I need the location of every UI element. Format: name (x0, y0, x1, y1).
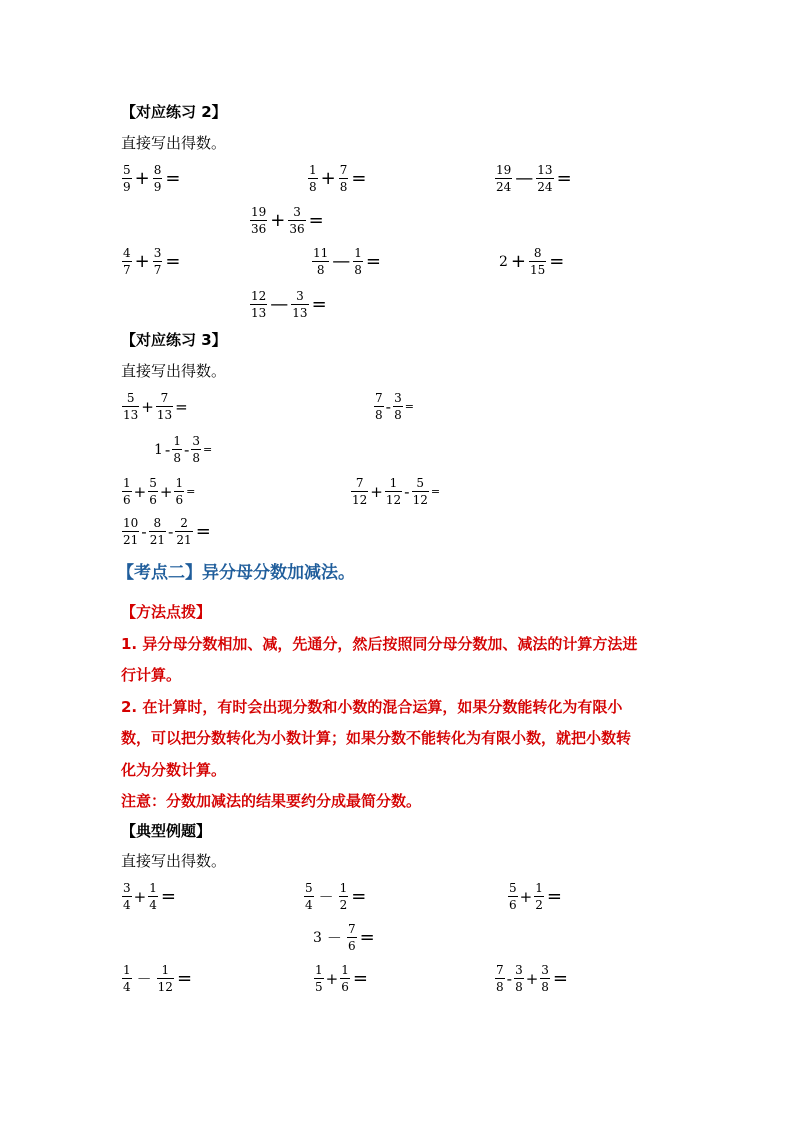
fraction (308, 163, 318, 194)
numerator: 5 (416, 476, 425, 490)
operator: + (325, 969, 339, 988)
fraction (191, 434, 201, 465)
example-problem-3 (507, 881, 564, 912)
equals-sign: = (160, 886, 176, 907)
numerator: 5 (123, 163, 131, 177)
denominator: 8 (192, 451, 201, 465)
denominator: 13 (251, 306, 267, 320)
denominator: 6 (347, 939, 356, 953)
equals-sign: = (165, 251, 181, 272)
denominator: 8 (496, 980, 504, 994)
fraction (172, 434, 182, 465)
operator: - (167, 522, 174, 541)
equals-sign: = (546, 886, 562, 907)
fraction (156, 391, 173, 422)
denominator: 8 (316, 263, 325, 277)
equals-sign: = (195, 521, 211, 542)
denominator: 4 (305, 898, 313, 912)
numerator: 7 (347, 922, 356, 936)
numerator: 1 (123, 963, 131, 977)
fraction (393, 391, 403, 422)
fraction (175, 516, 192, 547)
numerator: 19 (251, 205, 267, 219)
operator: + (320, 168, 336, 189)
numerator: 1 (175, 476, 184, 490)
fraction (250, 205, 267, 236)
numerator: 5 (126, 391, 135, 405)
operator: + (519, 887, 533, 906)
problem-3-5 (350, 476, 441, 507)
fraction (495, 163, 512, 194)
denominator: 8 (515, 980, 523, 994)
denominator: 12 (412, 493, 428, 507)
numerator: 13 (537, 163, 553, 177)
fraction (314, 963, 324, 994)
problem-3-1 (121, 391, 189, 422)
operator: － (326, 929, 342, 947)
example-problem-2 (303, 881, 368, 912)
whole-number: 1 (154, 441, 163, 458)
numerator: 3 (192, 434, 201, 448)
fraction (153, 246, 163, 277)
example-heading: 【典型例题】 (121, 822, 212, 840)
operator: — (515, 168, 534, 189)
example-instruction: 直接写出得数。 (121, 852, 227, 870)
denominator: 8 (375, 408, 383, 422)
fraction (508, 881, 518, 912)
problem-2-7 (498, 246, 566, 277)
fraction (122, 246, 132, 277)
numerator: 1 (315, 963, 323, 977)
denominator: 24 (537, 180, 553, 194)
denominator: 7 (123, 263, 131, 277)
operator: － (136, 970, 152, 988)
method-2-line-2: 数，可以把分数转化为小数计算；如果分数不能转化为有限小数，就把小数转 (121, 729, 632, 747)
denominator: 8 (173, 451, 181, 465)
problem-3-3 (153, 434, 213, 465)
fraction (351, 476, 368, 507)
exercise-3-heading: 【对应练习 3】 (121, 331, 227, 349)
denominator: 21 (176, 533, 192, 547)
equals-sign: = (186, 485, 196, 498)
fraction (291, 289, 308, 320)
denominator: 12 (385, 493, 402, 507)
fraction (122, 163, 132, 194)
numerator: 3 (541, 963, 549, 977)
operator: - (506, 969, 513, 988)
denominator: 36 (289, 222, 305, 236)
operator: + (133, 482, 147, 501)
denominator: 4 (149, 898, 157, 912)
fraction (340, 963, 350, 994)
denominator: 2 (339, 898, 348, 912)
numerator: 4 (123, 246, 131, 260)
denominator: 13 (123, 408, 139, 422)
numerator: 19 (496, 163, 512, 177)
denominator: 4 (123, 898, 131, 912)
section-2-title: 【考点二】异分母分数加减法。 (117, 563, 355, 583)
fraction (536, 163, 553, 194)
fraction (153, 163, 163, 194)
operator: + (141, 397, 154, 416)
numerator: 1 (309, 163, 317, 177)
whole-number: 3 (313, 929, 322, 946)
numerator: 1 (161, 963, 170, 977)
numerator: 10 (123, 516, 139, 530)
equals-sign: = (359, 927, 375, 948)
denominator: 5 (315, 980, 323, 994)
denominator: 4 (123, 980, 131, 994)
fraction (148, 476, 158, 507)
operator: + (270, 210, 286, 231)
operator: - (183, 440, 190, 459)
denominator: 2 (535, 898, 543, 912)
exercise-2-heading: 【对应练习 2】 (121, 103, 227, 121)
numerator: 7 (375, 391, 383, 405)
fraction (122, 476, 132, 507)
numerator: 3 (153, 246, 162, 260)
whole-number: 2 (499, 253, 508, 270)
numerator: 1 (354, 246, 362, 260)
numerator: 1 (339, 881, 348, 895)
denominator: 13 (156, 408, 173, 422)
denominator: 8 (354, 263, 362, 277)
denominator: 13 (292, 306, 308, 320)
problem-2-6 (311, 246, 383, 277)
example-problem-5 (121, 963, 194, 994)
equals-sign: = (351, 168, 367, 189)
denominator: 21 (149, 533, 165, 547)
operator: + (510, 251, 527, 272)
problem-2-2 (307, 163, 368, 194)
numerator: 1 (341, 963, 349, 977)
fraction (339, 163, 349, 194)
numerator: 1 (149, 881, 157, 895)
equals-sign: = (365, 251, 382, 272)
numerator: 1 (389, 476, 398, 490)
fraction (312, 246, 329, 277)
method-1-line-1: 1. 异分母分数相加、减，先通分，然后按照同分母分数加、减法的计算方法进 (121, 635, 638, 653)
equals-sign: = (311, 294, 327, 315)
fraction (304, 881, 314, 912)
numerator: 3 (296, 289, 304, 303)
denominator: 6 (509, 898, 517, 912)
denominator: 6 (149, 493, 157, 507)
fraction (288, 205, 305, 236)
equals-sign: = (404, 400, 414, 413)
denominator: 9 (153, 180, 162, 194)
denominator: 24 (496, 180, 512, 194)
equals-sign: = (352, 968, 368, 989)
fraction (122, 516, 139, 547)
denominator: 6 (123, 493, 131, 507)
operator: + (133, 887, 147, 906)
problem-2-8 (249, 289, 329, 320)
numerator: 7 (339, 163, 348, 177)
example-problem-7 (494, 963, 570, 994)
equals-sign: = (552, 968, 569, 989)
equals-sign: = (430, 485, 441, 498)
exercise-3-instruction: 直接写出得数。 (121, 362, 227, 380)
numerator: 3 (293, 205, 301, 219)
numerator: 3 (394, 391, 402, 405)
fraction (157, 963, 174, 994)
fraction (250, 289, 267, 320)
numerator: 1 (173, 434, 181, 448)
fraction (534, 881, 544, 912)
operator: + (134, 168, 150, 189)
numerator: 2 (180, 516, 188, 530)
numerator: 5 (149, 476, 157, 490)
operator: + (134, 251, 150, 272)
operator: - (141, 522, 147, 541)
denominator: 9 (123, 180, 131, 194)
numerator: 8 (153, 163, 162, 177)
numerator: 8 (153, 516, 162, 530)
method-1-line-2: 行计算。 (121, 666, 182, 684)
numerator: 5 (509, 881, 517, 895)
denominator: 12 (157, 980, 173, 994)
operator: — (270, 294, 289, 315)
method-2-line-3: 化为分数计算。 (121, 761, 227, 779)
equals-sign: = (549, 251, 565, 272)
fraction (495, 963, 505, 994)
exercise-2-instruction: 直接写出得数。 (121, 134, 227, 152)
operator: + (525, 969, 539, 988)
fraction (148, 881, 158, 912)
numerator: 1 (535, 881, 543, 895)
equals-sign: = (175, 397, 188, 416)
numerator: 8 (533, 246, 542, 260)
denominator: 6 (175, 493, 184, 507)
denominator: 36 (251, 222, 267, 236)
fraction (529, 246, 546, 277)
fraction (122, 881, 132, 912)
numerator: 12 (251, 289, 267, 303)
example-problem-4 (312, 922, 377, 953)
operator: — (332, 251, 351, 272)
fraction (353, 246, 363, 277)
fraction (174, 476, 184, 507)
operator: + (370, 482, 383, 501)
denominator: 15 (530, 263, 546, 277)
problem-3-6 (121, 516, 213, 547)
numerator: 7 (160, 391, 169, 405)
numerator: 3 (515, 963, 523, 977)
equals-sign: = (308, 210, 324, 231)
fraction (122, 391, 139, 422)
method-2-line-1: 2. 在计算时，有时会出现分数和小数的混合运算，如果分数能转化为有限小 (121, 698, 623, 716)
fraction (122, 963, 132, 994)
denominator: 8 (339, 180, 348, 194)
denominator: 8 (394, 408, 402, 422)
example-problem-6 (313, 963, 370, 994)
equals-sign: = (176, 968, 193, 989)
fraction (514, 963, 524, 994)
fraction (540, 963, 550, 994)
equals-sign: = (165, 168, 181, 189)
problem-2-4 (249, 205, 326, 236)
fraction (339, 881, 349, 912)
denominator: 12 (352, 493, 368, 507)
operator: - (385, 397, 392, 416)
problem-3-4 (121, 476, 196, 507)
equals-sign: = (203, 443, 213, 456)
operator: + (159, 482, 173, 501)
fraction (374, 391, 384, 422)
numerator: 7 (355, 476, 364, 490)
equals-sign: = (556, 168, 572, 189)
method-note: 注意：分数加减法的结果要约分成最简分数。 (121, 792, 422, 810)
numerator: 1 (123, 476, 131, 490)
equals-sign: = (351, 886, 367, 907)
problem-2-5 (121, 246, 182, 277)
denominator: 8 (309, 180, 317, 194)
fraction (385, 476, 402, 507)
denominator: 8 (541, 980, 549, 994)
operator: - (404, 482, 410, 501)
example-problem-1 (121, 881, 178, 912)
numerator: 3 (123, 881, 131, 895)
numerator: 7 (496, 963, 504, 977)
problem-2-1 (121, 163, 182, 194)
fraction (149, 516, 166, 547)
problem-2-3 (494, 163, 574, 194)
method-heading: 【方法点拨】 (121, 603, 212, 621)
operator: - (164, 440, 171, 459)
numerator: 5 (305, 881, 313, 895)
operator: － (318, 888, 334, 906)
fraction (412, 476, 429, 507)
denominator: 6 (341, 980, 349, 994)
numerator: 11 (313, 246, 329, 260)
denominator: 7 (153, 263, 162, 277)
denominator: 21 (123, 533, 139, 547)
problem-3-2 (373, 391, 415, 422)
fraction (347, 922, 357, 953)
